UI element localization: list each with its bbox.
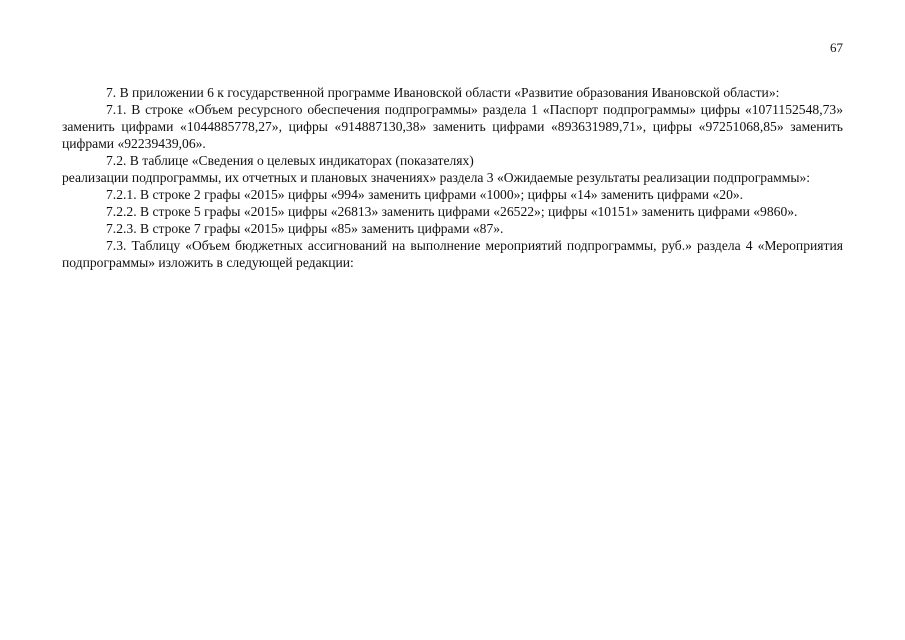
paragraph-item-7: 7. В приложении 6 к государственной программе Ивановской области «Развитие образования Ивановской области»:	[106, 85, 780, 100]
paragraph-item-7-2-continuation: реализации подпрограммы, их отчетных и плановых значениях» раздела 3 «Ожидаемые результаты реализации подпрограммы»:	[62, 170, 811, 185]
paragraph-item-7-2-1: 7.2.1. В строке 2 графы «2015» цифры «994» заменить цифрами «1000»; цифры «14» заменить цифрами «20».	[106, 187, 744, 202]
paragraph-item-7-2-3: 7.2.3. В строке 7 графы «2015» цифры «85» заменить цифрами «87».	[106, 221, 504, 236]
paragraph-item-7-3: 7.3. Таблицу «Объем бюджетных ассигнований на выполнение мероприятий подпрограммы, руб.» раздела 4 «Мероприятия подпрограммы» изложить в следующей редакции:	[62, 238, 843, 270]
paragraph-item-7-2: 7.2. В таблице «Сведения о целевых индикаторах (показателях)	[106, 153, 474, 168]
paragraph-item-7-1: 7.1. В строке «Объем ресурсного обеспечения подпрограммы» раздела 1 «Паспорт подпрограммы» цифры «1071152548,73» заменить цифрами «1044885778,27», цифры «914887130,38» заменить цифрами «893631989,71», цифры «97251068,85» заменить цифрами «92239439,06».	[62, 102, 843, 151]
document-body	[62, 84, 843, 271]
page-number: 67	[830, 40, 843, 55]
paragraph-item-7-2-2: 7.2.2. В строке 5 графы «2015» цифры «26813» заменить цифрами «26522»; цифры «10151» заменить цифрами «9860».	[106, 204, 798, 219]
